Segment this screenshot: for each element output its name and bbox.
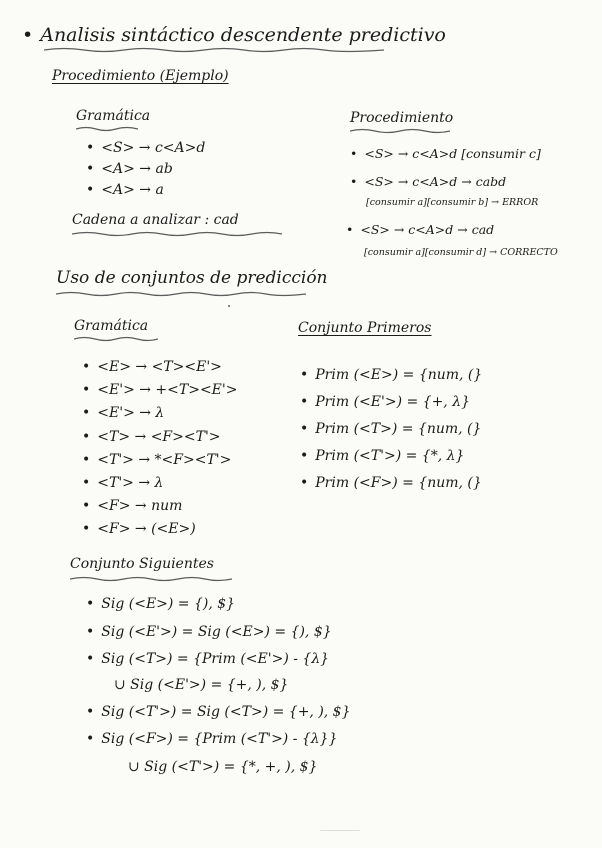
grammar-rule: • <S> → c<A>d <box>86 138 205 159</box>
first-set: • Prim (<T'>) = {*, λ} <box>300 443 482 470</box>
first-set: • Prim (<F>) = {num, (} <box>300 470 482 497</box>
procedure-title: Procedimiento <box>350 110 454 126</box>
procedure-step: • <S> → c<A>d [consumir c] <box>350 146 541 161</box>
section-subtitle: Procedimiento (Ejemplo) <box>52 68 229 84</box>
grammar-rule: • <A> → a <box>86 180 205 201</box>
follow-sets-underline <box>70 575 232 583</box>
prediction-title-underline <box>56 290 306 298</box>
example-grammar-list <box>86 138 205 201</box>
grammar-rule: • <T'> → λ <box>82 472 237 495</box>
input-string-underline <box>72 230 282 238</box>
grammar-rule: • <F> → (<E>) <box>82 518 237 541</box>
first-set: • Prim (<T>) = {num, (} <box>300 416 482 443</box>
grammar-rule: • <F> → num <box>82 495 237 518</box>
grammar-rule: • <A> → ab <box>86 159 205 180</box>
follow-set: • Sig (<T'>) = Sig (<T>) = {+, ), $} <box>86 704 351 720</box>
example-grammar-title: Gramática <box>76 108 151 124</box>
follow-set-continuation: ∪ Sig (<T'>) = {*, +, ), $} <box>128 759 318 775</box>
follow-set: • Sig (<E>) = {), $} <box>86 596 235 612</box>
prediction-grammar-title: Gramática <box>74 318 149 334</box>
prediction-grammar-list <box>82 356 237 542</box>
procedure-underline <box>350 127 450 135</box>
prediction-section-title: Uso de conjuntos de predicción <box>56 268 328 288</box>
prediction-grammar-underline <box>74 335 158 343</box>
grammar-rule: • <T> → <F><T'> <box>82 426 237 449</box>
example-grammar-underline <box>76 125 138 133</box>
grammar-rule: • <E'> → +<T><E'> <box>82 379 237 402</box>
first-set: • Prim (<E>) = {num, (} <box>300 362 482 389</box>
input-string: Cadena a analizar : cad <box>72 212 239 228</box>
follow-sets-title: Conjunto Siguientes <box>70 556 214 572</box>
page-title-text: Analisis sintáctico descendente predictivo <box>40 24 446 46</box>
procedure-step-detail: [consumir a][consumir d] → CORRECTO <box>364 247 558 258</box>
page-title <box>22 24 446 46</box>
first-set: • Prim (<E'>) = {+, λ} <box>300 389 482 416</box>
first-sets-list <box>300 362 482 497</box>
title-underline <box>44 46 384 54</box>
follow-set-continuation: ∪ Sig (<E'>) = {+, ), $} <box>114 677 289 693</box>
grammar-rule: • <E> → <T><E'> <box>82 356 237 379</box>
grammar-rule: • <E'> → λ <box>82 402 237 425</box>
grammar-rule: • <T'> → *<F><T'> <box>82 449 237 472</box>
first-sets-title: Conjunto Primeros <box>298 320 432 336</box>
procedure-step-detail: [consumir a][consumir b] → ERROR <box>366 197 539 208</box>
follow-set: • Sig (<T>) = {Prim (<E'>) - {λ} <box>86 651 329 667</box>
follow-set: • Sig (<E'>) = Sig (<E>) = {), $} <box>86 624 332 640</box>
paper-smudge <box>320 830 360 831</box>
follow-set: • Sig (<F>) = {Prim (<T'>) - {λ}} <box>86 731 338 747</box>
procedure-step: • <S> → c<A>d → cad <box>346 222 494 237</box>
procedure-step: • <S> → c<A>d → cabd <box>350 174 506 189</box>
paper-speck <box>228 305 230 307</box>
